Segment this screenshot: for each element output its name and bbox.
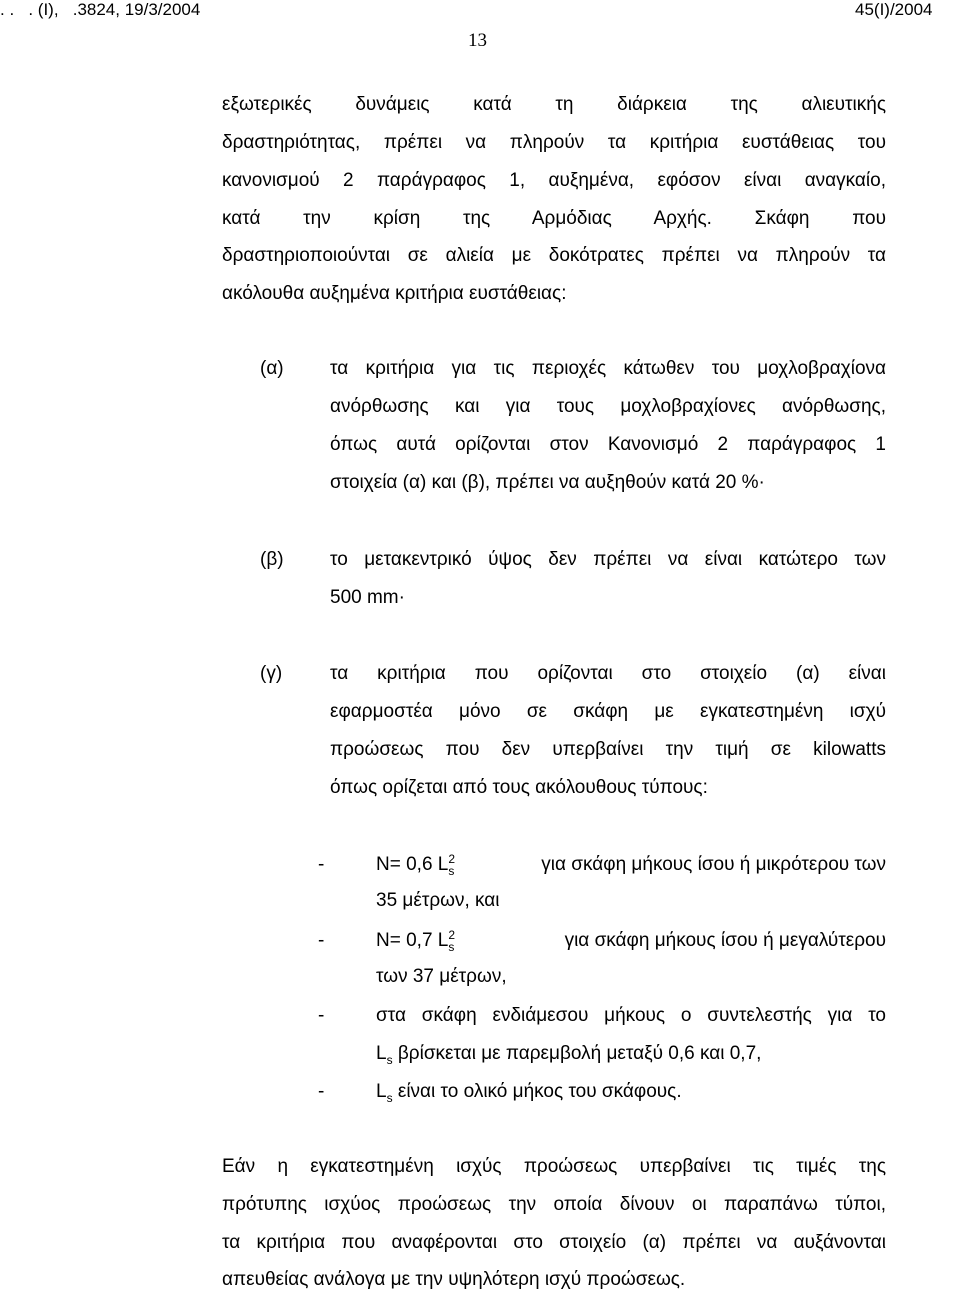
formula-text: για σκάφη μήκους ίσου ή μικρότερου των — [541, 854, 886, 875]
intro-line: κατά την κρίση της Αρμόδιας Αρχής. Σκάφη που — [222, 208, 886, 229]
subscript: s — [448, 939, 455, 954]
closing-line: πρότυπης ισχύος προώσεως την οποία δίνουν οι παραπάνω τύποι, — [222, 1194, 886, 1215]
intro-line: ακόλουθα αυξημένα κριτήρια ευστάθειας: — [222, 283, 567, 304]
header-left: . . . (Ι), .3824, 19/3/2004 — [0, 0, 201, 19]
item-line: όπως ορίζεται από τους ακόλουθους τύπους: — [330, 777, 708, 798]
subscript: s — [448, 863, 455, 878]
closing-line: τα κριτήρια που αναφέρονται στο στοιχείο (α) πρέπει να αυξάνονται — [222, 1232, 886, 1253]
intro-line: εξωτερικές δυνάμεις κατά τη διάρκεια της αλιευτικής — [222, 94, 886, 115]
item-line: το μετακεντρικό ύψος δεν πρέπει να είναι κατώτερο των — [330, 549, 886, 570]
formula-expression — [376, 852, 461, 878]
page-number: 13 — [468, 30, 487, 51]
header-right: 45(Ι)/2004 — [855, 0, 933, 19]
intro-line: δραστηριότητας, πρέπει να πληρούν τα κριτήρια ευστάθειας του — [222, 132, 886, 153]
formula-prefix: N= 0,7 L — [376, 930, 449, 951]
subscript: s — [386, 1090, 393, 1105]
superscript: 2 — [448, 851, 456, 866]
dash-marker: - — [318, 1005, 325, 1026]
item-line: τα κριτήρια που ορίζονται στο στοιχείο (α) είναι — [330, 663, 886, 684]
formula-line2 — [376, 1041, 761, 1067]
intro-line: δραστηριοποιούνται σε αλιεία με δοκότρατες πρέπει να πληρούν τα — [222, 245, 886, 266]
item-label: (β) — [260, 549, 284, 570]
formula-line: στα σκάφη ενδιάμεσου μήκους ο συντελεστής για το — [376, 1005, 886, 1026]
item-line: τα κριτήρια για τις περιοχές κάτωθεν του μοχλοβραχίονα — [330, 358, 886, 379]
formula-prefix: L — [376, 1081, 387, 1102]
formula-expression — [376, 928, 461, 954]
formula-line2: 35 μέτρων, και — [376, 890, 500, 911]
formula-prefix: N= 0,6 L — [376, 854, 449, 875]
formula-line — [376, 852, 886, 878]
dash-marker: - — [318, 930, 325, 951]
closing-line: απευθείας ανάλογα με την υψηλότερη ισχύ προώσεως. — [222, 1269, 686, 1290]
intro-line: κανονισμού 2 παράγραφος 1, αυξημένα, εφόσον είναι αναγκαίο, — [222, 170, 886, 191]
subscript: s — [386, 1052, 393, 1067]
formula-text: για σκάφη μήκους ίσου ή μεγαλύτερου — [564, 930, 886, 951]
dash-marker: - — [318, 1081, 325, 1102]
item-line: προώσεως που δεν υπερβαίνει την τιμή σε kilowatts — [330, 739, 886, 760]
item-line: 500 mm· — [330, 587, 405, 608]
item-label: (γ) — [260, 663, 283, 684]
superscript: 2 — [448, 927, 456, 942]
formula-prefix: L — [376, 1043, 387, 1064]
item-line: ανόρθωσης και για τους μοχλοβραχίονες ανόρθωσης, — [330, 396, 886, 417]
formula-line2: των 37 μέτρων, — [376, 966, 507, 987]
formula-text: είναι το ολικό μήκος του σκάφους. — [392, 1081, 682, 1102]
item-label: (α) — [260, 358, 284, 379]
formula-text: βρίσκεται με παρεμβολή μεταξύ 0,6 και 0,7, — [392, 1043, 762, 1064]
item-line: όπως αυτά ορίζονται στον Κανονισμό 2 παράγραφος 1 — [330, 434, 886, 455]
dash-marker: - — [318, 854, 325, 875]
formula-line — [376, 928, 886, 954]
formula-line — [376, 1079, 682, 1105]
item-line: στοιχεία (α) και (β), πρέπει να αυξηθούν κατά 20 %· — [330, 472, 765, 493]
item-line: εφαρμοστέα μόνο σε σκάφη με εγκατεστημένη ισχύ — [330, 701, 886, 722]
closing-line: Εάν η εγκατεστημένη ισχύς προώσεως υπερβαίνει τις τιμές της — [222, 1156, 886, 1177]
